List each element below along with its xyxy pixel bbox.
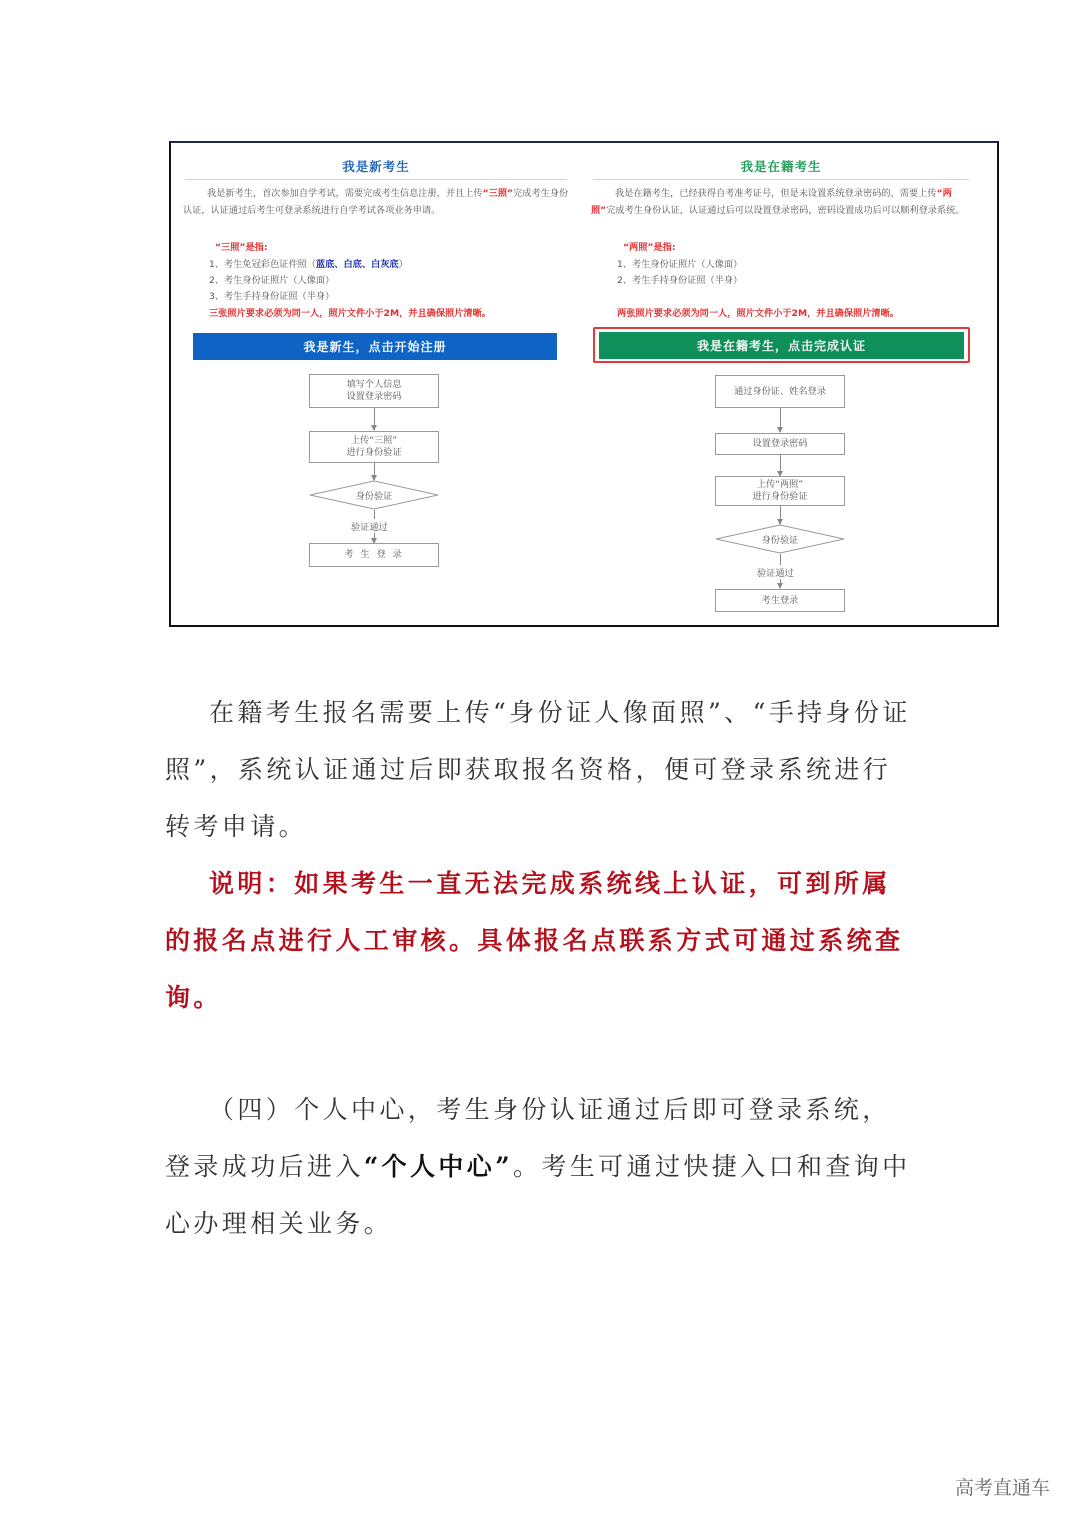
flow-upload-two-photos: 上传“两照” 进行身份验证 bbox=[715, 476, 845, 506]
photo-requirement-2: 2、考生身份证照片（人像面） bbox=[209, 275, 335, 286]
photo-requirement-3: 3、考生手持身份证照（半身） bbox=[209, 291, 335, 302]
start-registration-button[interactable]: 我是新生，点击开始注册 bbox=[193, 333, 557, 360]
flow-student-login: 考生登录 bbox=[715, 589, 845, 612]
arrow-down-icon bbox=[780, 455, 781, 476]
source-watermark: 高考直通车 bbox=[954, 1477, 1050, 1499]
flow-identity-check: 身份验证 bbox=[715, 524, 845, 554]
photo-warning: 三张照片要求必须为同一人，照片文件小于2M，并且确保照片清晰。 bbox=[209, 308, 491, 319]
flow-pass-label: 验证通过 bbox=[755, 565, 796, 579]
manual-review-note: 说明：如果考生一直无法完成系统线上认证，可到所属的报名点进行人工审核。具体报名点联系方式可通过系统查询。 bbox=[165, 869, 904, 1012]
divider bbox=[593, 179, 969, 180]
new-student-title: 我是新考生 bbox=[342, 159, 410, 174]
flow-set-password: 设置登录密码 bbox=[715, 433, 845, 455]
enrolled-student-title: 我是在籍考生 bbox=[740, 159, 822, 174]
arrow-down-icon bbox=[780, 408, 781, 432]
enrolled-student-description: 我是在籍考生，已经获得自考准考证号，但是未设置系统登录密码的，需要上传“两照”完成考生身份认证，认证通过后可以设置登录密码，密码设置成功后可以顺利登录系统。 bbox=[591, 188, 965, 216]
new-student-panel bbox=[181, 143, 571, 625]
photo-requirement-1: 1、考生身份证照片（人像面） bbox=[617, 259, 743, 270]
photo-requirement-1: 1、考生免冠彩色证件照（蓝底、白底、白灰底） bbox=[209, 259, 408, 270]
three-photos-heading: “三照”是指: bbox=[215, 242, 268, 253]
flow-fill-info: 填写个人信息 设置登录密码 bbox=[309, 374, 439, 408]
arrow-down-icon bbox=[780, 506, 781, 524]
two-photos-heading: “两照”是指: bbox=[623, 242, 676, 253]
flow-student-login: 考 生 登 录 bbox=[309, 543, 439, 567]
new-student-description: 我是新考生，首次参加自学考试，需要完成考生信息注册，并且上传“三照”完成考生身份认证，认证通过后考生可登录系统进行自学考试各项业务申请。 bbox=[183, 188, 569, 216]
arrow-down-icon bbox=[374, 408, 375, 430]
registration-screenshot bbox=[169, 141, 999, 627]
flow-login-id-name: 通过身份证、姓名登录 bbox=[715, 375, 845, 408]
divider bbox=[185, 179, 567, 180]
enrolled-upload-paragraph: 在籍考生报名需要上传“身份证人像面照”、“手持身份证照”，系统认证通过后即获取报名资格，便可登录系统进行转考申请。 bbox=[165, 698, 911, 841]
highlight-frame bbox=[593, 327, 970, 363]
flow-identity-check: 身份验证 bbox=[309, 480, 439, 510]
flow-pass-label: 验证通过 bbox=[349, 519, 390, 533]
complete-verification-button[interactable]: 我是在籍考生，点击完成认证 bbox=[599, 332, 964, 359]
enrolled-student-panel bbox=[589, 143, 973, 625]
flow-upload-three-photos: 上传“三照” 进行身份验证 bbox=[309, 431, 439, 463]
photo-warning: 两张照片要求必须为同一人，照片文件小于2M，并且确保照片清晰。 bbox=[617, 308, 899, 319]
personal-center-paragraph: （四）个人中心，考生身份认证通过后即可登录系统，登录成功后进入“个人中心”。考生可通过快捷入口和查询中心办理相关业务。 bbox=[165, 1095, 911, 1238]
arrow-down-icon bbox=[374, 463, 375, 480]
photo-requirement-2: 2、考生手持身份证照（半身） bbox=[617, 275, 743, 286]
